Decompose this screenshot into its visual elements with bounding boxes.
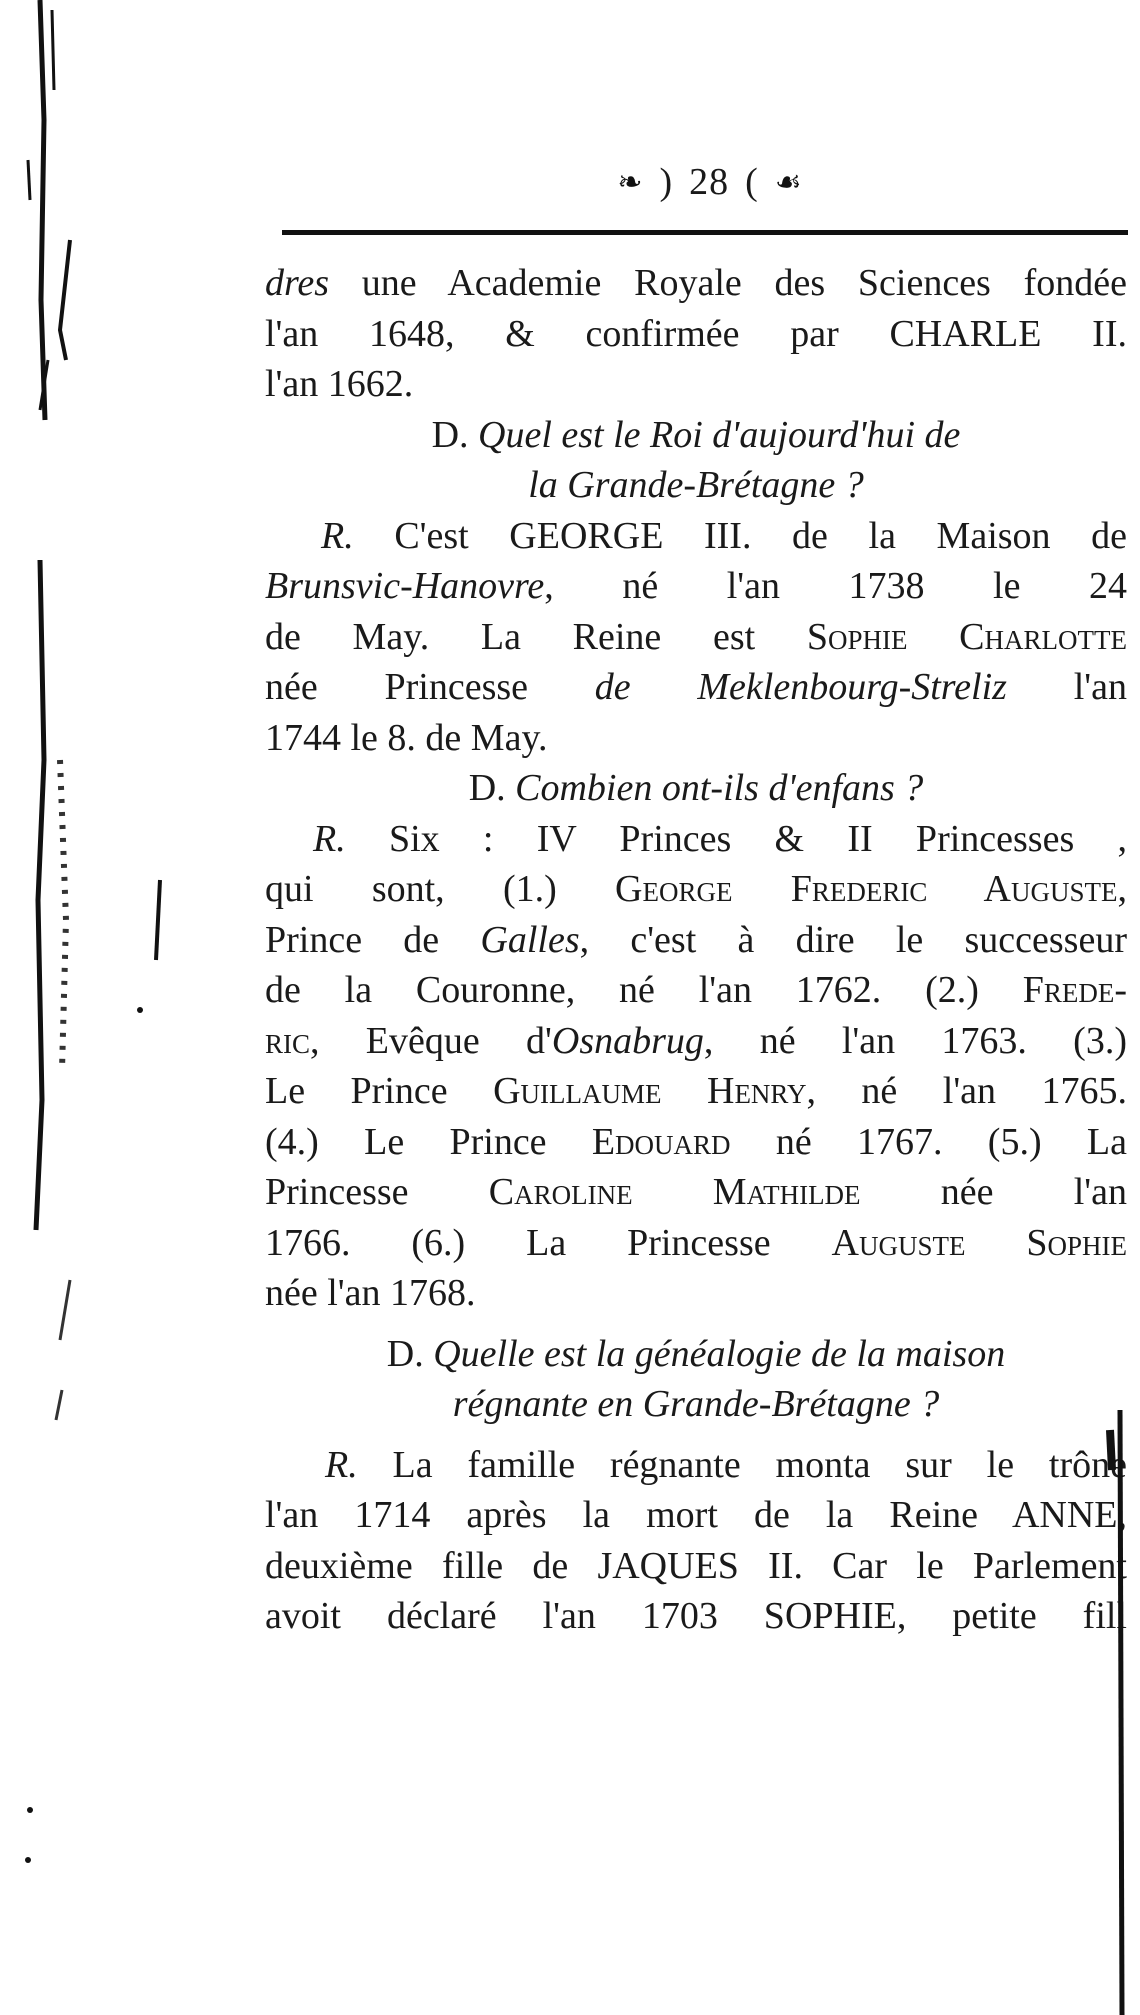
answer-line: de May. La Reine est Sophie Charlotte [265,615,1128,658]
paren-left: ) [659,161,674,203]
answer-line: Prince de Galles, c'est à dire le successeur [265,918,1127,961]
answer-line: R. Six : IV Princes & II Princesses , [313,817,1128,860]
binding-edge [0,0,200,2015]
page-text [265,258,1127,1642]
answer-line: deuxième fille de JAQUES II. Car le Parlement [265,1544,1127,1587]
answer-line: avoit déclaré l'an 1703 SOPHIE, petite fill [265,1595,1127,1637]
fleuron-right-icon: ☙ [774,165,803,199]
paren-right: ( [745,161,759,203]
question-line: D. Quelle est la généalogie de la maison [386,1332,1006,1375]
answer-line: R. La famille régnante monta sur le trône [325,1443,1127,1486]
answer-line: 1744 le 8. de May. [265,716,548,759]
question-line: la Grande-Brétagne ? [528,464,864,506]
answer-line: 1766. (6.) La Princesse Auguste Sophie [265,1221,1127,1264]
answer-line: Le Prince Guillaume Henry, né l'an 1765. [265,1070,1128,1112]
scan-noise-left [0,0,200,2015]
question-line: régnante en Grande-Brétagne ? [452,1383,940,1425]
scan-noise-right [1100,1410,1140,2015]
answer-line: (4.) Le Prince Edouard né 1767. (5.) La [265,1120,1127,1163]
header-rule [282,230,1128,235]
text-line: l'an 1648, & confirmée par CHARLE II. [265,312,1127,355]
answer-line: de la Couronne, né l'an 1762. (2.) Frede- [265,969,1127,1011]
page-number: 28 [689,161,730,203]
running-head [540,160,880,204]
text-line: dres une Academie Royale des Sciences fondée [265,262,1127,304]
fleuron-left-icon: ❧ [617,165,644,199]
text-line: l'an 1662. [265,363,414,405]
answer-line: qui sont, (1.) George Frederic Auguste, [265,868,1127,910]
right-edge-mark [1100,1410,1140,2015]
question-line: D. Quel est le Roi d'aujourd'hui de [431,413,961,456]
answer-line: R. C'est GEORGE III. de la Maison de [321,514,1127,557]
answer-line: ric, Evêque d'Osnabrug, né l'an 1763. (3.) [265,1019,1127,1062]
answer-line: Brunsvic-Hanovre, né l'an 1738 le 24 [265,565,1127,607]
question-line: D. Combien ont-ils d'enfans ? [468,767,924,809]
answer-line: née l'an 1768. [265,1272,476,1314]
answer-line: Princesse Caroline Mathilde née l'an [265,1171,1127,1213]
answer-line: l'an 1714 après la mort de la Reine ANNE, [265,1494,1127,1536]
answer-line: née Princesse de Meklenbourg-Streliz l'an [265,666,1127,708]
